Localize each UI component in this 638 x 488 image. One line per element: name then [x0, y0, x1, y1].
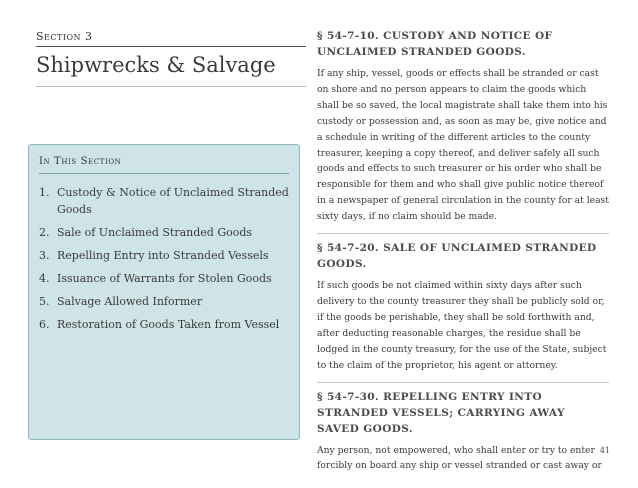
toc-item[interactable] — [39, 293, 289, 310]
toc-item-number: 2. — [39, 226, 50, 239]
statute-heading: § 54-7-10. CUSTODY AND NOTICE OF UNCLAIMED STRANDED GOODS. — [317, 30, 553, 58]
toc-item[interactable] — [39, 270, 289, 287]
toc-list — [39, 184, 289, 333]
statute-section — [317, 389, 609, 483]
statute-body: If any ship, vessel, goods or effects shall be stranded or cast on shore and no person appears to claim the goods which shall be so saved, the local magistrate shall take them into his custody or possession and, as soon as may be, give notice and a schedule in writing of the different articles to the county treasurer, keeping a copy thereof, and deliver safely all such goods and effects to such treasurer or his order who shall be responsible for them and who shall give public notice thereof in a newspaper of general circulation in the county for at least sixty days, if no claim should be made. — [317, 68, 609, 223]
right-column — [317, 28, 609, 488]
section-label: Section 3 — [36, 30, 306, 47]
toc-item-number: 6. — [39, 318, 50, 331]
toc-item[interactable] — [39, 247, 289, 264]
left-column — [36, 30, 306, 87]
statute-body: Any person, not empowered, who shall enter or try to enter forcibly on board any ship or vessel stranded or cast away or — [317, 444, 602, 472]
toc-item-number: 1. — [39, 186, 50, 199]
toc-item[interactable] — [39, 224, 289, 241]
toc-box — [28, 144, 300, 440]
toc-item-label: Salvage Allowed Informer — [57, 295, 203, 308]
statute-heading: § 54-7-30. REPELLING ENTRY INTO STRANDED VESSELS; CARRYING AWAY SAVED GOODS. — [317, 390, 565, 435]
toc-item-number: 5. — [39, 295, 50, 308]
statute-section — [317, 28, 609, 234]
toc-item-label: Custody & Notice of Unclaimed Stranded Goods — [57, 186, 289, 216]
toc-item-number: 3. — [39, 249, 50, 262]
statute-heading: § 54-7-20. SALE OF UNCLAIMED STRANDED GOODS. — [317, 242, 597, 271]
toc-item-label: Issuance of Warrants for Stolen Goods — [57, 272, 272, 285]
statute-section — [317, 240, 609, 382]
toc-item-label: Sale of Unclaimed Stranded Goods — [57, 226, 253, 239]
statute-body: If such goods be not claimed within sixty days after such delivery to the county treasurer they shall be publicly sold or, if the goods be perishable, they shall be sold forthwith and, after deducting reasonable charges, the residue shall be lodged in the county treasury, for the use of the State, subject to the claim of the proprietor, his agent or attorney. — [317, 280, 607, 371]
toc-item-label: Restoration of Goods Taken from Vessel — [57, 318, 280, 331]
toc-item-label: Repelling Entry into Stranded Vessels — [57, 249, 269, 262]
toc-heading: In This Section — [39, 156, 289, 174]
toc-item[interactable] — [39, 184, 289, 218]
toc-item-number: 4. — [39, 272, 50, 285]
page-number: 41 — [599, 446, 610, 455]
page-title: Shipwrecks & Salvage — [36, 53, 306, 87]
toc-item[interactable] — [39, 316, 289, 333]
